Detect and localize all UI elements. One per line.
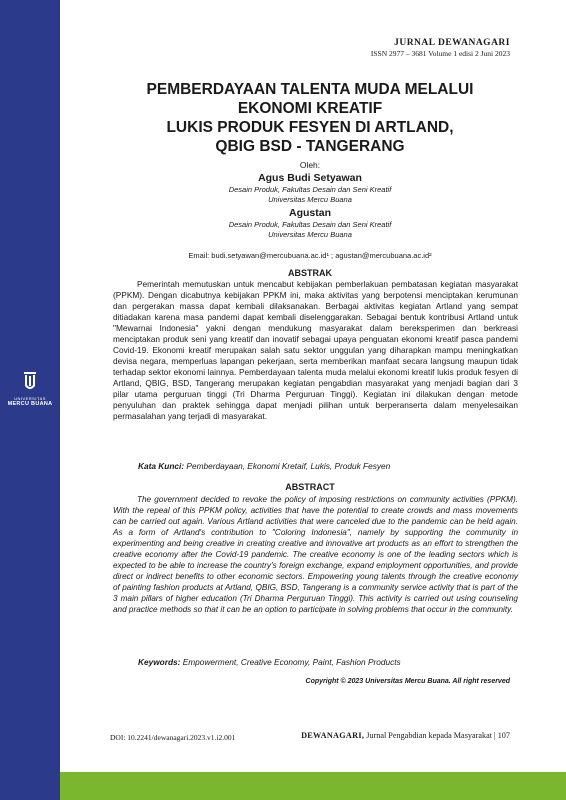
abstract-heading: ABSTRACT — [285, 482, 335, 492]
title-line: QBIG BSD - TANGERANG — [215, 138, 405, 155]
mercu-buana-emblem-icon — [22, 372, 38, 394]
author-affiliation — [110, 185, 510, 205]
title-line: PEMBERDAYAAN TALENTA MUDA MELALUI — [146, 81, 474, 98]
doi-link[interactable]: DOI: 10.2241/dewanagari.2023.v1.i2.001 — [110, 733, 236, 742]
email-line: Email: budi.setyawan@mercubuana.ac.id¹ ; agustan@mercubuana.ac.id² — [188, 251, 432, 260]
footer-journal-short: DEWANAGARI, — [301, 731, 365, 740]
logo-text-top: UNIVERSITAS — [14, 396, 46, 401]
copyright-notice: Copyright © 2023 Universitas Mercu Buana. All right reserved — [305, 678, 510, 685]
affiliation-dept: Desain Produk, Fakultas Desain dan Seni Kreatif — [228, 220, 392, 229]
paper-title — [110, 80, 510, 156]
abstrak-body — [113, 279, 518, 422]
university-logo — [4, 372, 56, 407]
issn-line: ISSN 2977 – 3681 Volume 1 edisi 2 Juni 2023 — [370, 49, 510, 58]
title-line: EKONOMI KREATIF — [237, 100, 383, 117]
keywords-text: Empowerment, Creative Economy, Paint, Fashion Products — [182, 657, 401, 667]
kata-kunci — [138, 461, 518, 471]
keywords — [138, 657, 518, 667]
kata-kunci-label: Kata Kunci: — [138, 461, 185, 471]
footer-journal-full: Jurnal Pengabdian kepada Masyarakat — [364, 731, 492, 740]
journal-name: JURNAL DEWANAGARI — [394, 38, 510, 48]
bottom-color-bar — [60, 772, 566, 800]
journal-header — [371, 38, 510, 58]
author-name: Agustan — [289, 207, 331, 219]
logo-text-bottom: MERCU BUANA — [7, 401, 53, 407]
author-name: Agus Budi Setyawan — [258, 172, 362, 184]
author-affiliation — [110, 220, 510, 240]
abstract-body — [113, 494, 518, 615]
page-number: | 107 — [494, 731, 510, 740]
affiliation-univ: Universitas Mercu Buana — [268, 230, 352, 239]
keywords-label: Keywords: — [138, 657, 181, 667]
title-line: LUKIS PRODUK FESYEN DI ARTLAND, — [166, 119, 454, 136]
affiliation-univ: Universitas Mercu Buana — [268, 195, 352, 204]
oleh-label: Oleh: — [299, 160, 321, 170]
abstract-paragraph: The government decided to revoke the policy of imposing restrictions on community activities (PPKM). With the repeal of this PPKM policy, activities that have the potential to create crowds and mass movements can be carried out again. Various Artland activities that were canceled due to the pandemic can be held again. As a form of Artland's contribution to "Coloring Indonesia", namely by supporting the community in experimenting and being creative in creating creative and innovative art products as an effort to strengthen the creative economy after the Covid-19 pandemic. The creative economy is one of the leading sectors which is expected to be able to increase the country's foreign exchange, expand employment opportunities, and provide direct or indirect benefits to other economic sectors. Empowering young talents through the creative economy of painting fashion products at Artland, QBIG, BSD, Tangerang is a community service activity that is part of the 3 main pillars of higher education (Tri Dharma Perguruan Tinggi). This activity is carried out using counseling and practice methods so that it can be an option to participate in solving problems that occur in the community. — [113, 495, 518, 614]
page-footer — [301, 731, 510, 740]
abstrak-heading: ABSTRAK — [288, 268, 332, 278]
affiliation-dept: Desain Produk, Fakultas Desain dan Seni Kreatif — [228, 185, 392, 194]
kata-kunci-text: Pemberdayaan, Ekonomi Kretaif, Lukis, Produk Fesyen — [186, 461, 391, 471]
abstrak-paragraph: Pemerintah memutuskan untuk mencabut kebijakan pemberlakuan pembatasan kegiatan masyarakat (PPKM). Dengan dicabutnya kebijakan PPKM ini, maka aktivitas yang berpotensi menciptakan kerumunan dan pergerakan massa dapat kembali dilaksanakan. Berbagai aktivitas kegiatan Artland yang sempat ditiadakan karena masa pandemi dapat kembali diselenggarakan. Sebagai bentuk kontribusi Artland untuk "Mewarnai Indonesia" yakni dengan mendukung masyarakat dalam bereksperimen dan berkreasi menciptakan produk seni yang kreatif dan inovatif sebagai upaya penguatan ekonomi kreatif pasca pandemi Covid-19. Ekonomi kreatif merupakan salah satu sektor unggulan yang diharapkan mampu meningkatkan devisa negara, memperluas lapangan pekerjaan, serta memberikan manfaat secara langsung maupun tidak terhadap sektor ekonomi lainnya. Pemberdayaan talenta muda melalui ekonomi kreatif lukis produk fesyen di Artland, QBIG, BSD, Tangerang merupakan kegiatan pengabdian masyarakat yang menjadi bagian dari 3 pilar utama perguruan tinggi (Tri Dharma Perguruan Tinggi). Kegiatan ini dilakukan dengan metode penyuluhan dan praktek sehingga dapat menjadi pilihan untuk berperanserta dalam menyelesaikan permasalahan yang terjadi di masyarakat. — [113, 279, 518, 421]
